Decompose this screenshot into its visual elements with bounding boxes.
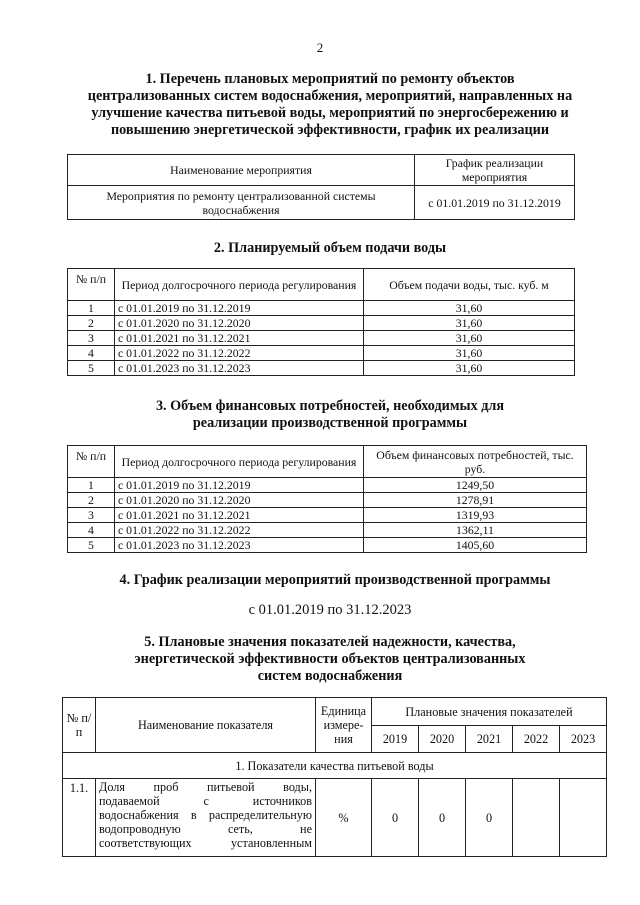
row-num: 4 (68, 523, 115, 538)
section2-title: 2. Планируемый объем подачи воды (213, 240, 447, 256)
row-volume: 31,60 (364, 316, 575, 331)
table-header-row (63, 698, 607, 726)
section4-period: с 01.01.2019 по 31.12.2023 (248, 602, 412, 618)
row-volume: 31,60 (364, 346, 575, 361)
row-num: 1 (68, 478, 115, 493)
header-year: 2020 (419, 726, 466, 753)
table-header-row (68, 446, 587, 478)
header-unit: Единица измере-ния (316, 698, 372, 753)
table-row (68, 301, 575, 316)
row-financial: 1405,60 (364, 538, 587, 553)
activity-schedule: с 01.01.2019 по 31.12.2019 (415, 186, 575, 220)
row-financial: 1362,11 (364, 523, 587, 538)
row-volume: 31,60 (364, 331, 575, 346)
header-indicator-name: Наименование показателя (96, 698, 316, 753)
table-row (68, 361, 575, 376)
table-row (68, 508, 587, 523)
row-period: с 01.01.2023 по 31.12.2023 (115, 361, 364, 376)
header-year: 2021 (466, 726, 513, 753)
indicator-name-line: водопроводную сеть, не (99, 822, 312, 836)
row-period: с 01.01.2020 по 31.12.2020 (115, 493, 364, 508)
row-financial: 1249,50 (364, 478, 587, 493)
row-num: 5 (68, 538, 115, 553)
water-supply-table (67, 268, 575, 376)
indicator-name-line: Доля проб питьевой воды, (99, 780, 312, 794)
financial-needs-table (67, 445, 587, 553)
row-value (513, 779, 560, 857)
section1-title (60, 71, 600, 139)
section5-title (60, 634, 600, 685)
row-indicator-name (96, 779, 316, 857)
row-value: 0 (419, 779, 466, 857)
header-num: № п/п (68, 269, 115, 301)
activity-name: Мероприятия по ремонту централизованной системы водоснабжения (68, 186, 415, 220)
section3-title (60, 398, 600, 432)
row-num: 1.1. (63, 779, 96, 857)
activities-table (67, 154, 575, 220)
section3-title-line: реализации производственной программы (192, 415, 468, 431)
header-activity-name: Наименование мероприятия (68, 155, 415, 186)
row-num: 2 (68, 493, 115, 508)
header-num: № п/п (63, 698, 96, 753)
header-period: Период долгосрочного периода регулирования (115, 446, 364, 478)
section1-title-line: повышению энергетической эффективности, график их реализации (111, 122, 549, 138)
header-planned-values: Плановые значения показателей (372, 698, 607, 726)
row-period: с 01.01.2022 по 31.12.2022 (115, 346, 364, 361)
section4-title: 4. График реализации мероприятий производственной программы (119, 572, 551, 588)
header-period: Период долгосрочного периода регулирования (115, 269, 364, 301)
table-row (68, 331, 575, 346)
table-header-row (68, 155, 575, 186)
header-volume: Объем подачи воды, тыс. куб. м (364, 269, 575, 301)
table-row (68, 346, 575, 361)
header-year: 2023 (560, 726, 607, 753)
section1-title-line: улучшение качества питьевой воды, мероприятий по энергосбережению и (91, 105, 569, 121)
row-value (560, 779, 607, 857)
row-num: 4 (68, 346, 115, 361)
row-period: с 01.01.2019 по 31.12.2019 (115, 478, 364, 493)
page-number: 2 (316, 40, 324, 55)
row-period: с 01.01.2023 по 31.12.2023 (115, 538, 364, 553)
row-volume: 31,60 (364, 301, 575, 316)
table-row (68, 186, 575, 220)
row-num: 1 (68, 301, 115, 316)
row-financial: 1278,91 (364, 493, 587, 508)
row-value: 0 (372, 779, 419, 857)
row-financial: 1319,93 (364, 508, 587, 523)
row-period: с 01.01.2020 по 31.12.2020 (115, 316, 364, 331)
row-num: 3 (68, 508, 115, 523)
table-row (68, 538, 587, 553)
row-value: 0 (466, 779, 513, 857)
section5-title-line: систем водоснабжения (257, 668, 403, 684)
row-num: 5 (68, 361, 115, 376)
section3-title-line: 3. Объем финансовых потребностей, необходимых для (155, 398, 505, 414)
group-title: 1. Показатели качества питьевой воды (63, 753, 607, 779)
row-unit: % (316, 779, 372, 857)
section5-title-line: энергетической эффективности объектов централизованных (134, 651, 526, 667)
table-row (63, 779, 607, 857)
table-header-row (68, 269, 575, 301)
table-row (68, 478, 587, 493)
indicator-name-line: соответствующих установленным (99, 836, 312, 850)
row-volume: 31,60 (364, 361, 575, 376)
indicator-name-line: подаваемой с источников (99, 794, 312, 808)
section5-title-line: 5. Плановые значения показателей надежности, качества, (144, 634, 516, 650)
row-period: с 01.01.2021 по 31.12.2021 (115, 331, 364, 346)
section1-title-line: централизованных систем водоснабжения, мероприятий, направленных на (87, 88, 573, 104)
table-row (68, 523, 587, 538)
header-schedule: График реализации мероприятия (415, 155, 575, 186)
row-period: с 01.01.2021 по 31.12.2021 (115, 508, 364, 523)
section1-title-line: 1. Перечень плановых мероприятий по ремонту объектов (145, 71, 515, 87)
row-period: с 01.01.2019 по 31.12.2019 (115, 301, 364, 316)
row-num: 3 (68, 331, 115, 346)
table-row (68, 316, 575, 331)
table-row (68, 493, 587, 508)
row-num: 2 (68, 316, 115, 331)
header-year: 2019 (372, 726, 419, 753)
indicators-table (62, 697, 607, 857)
header-year: 2022 (513, 726, 560, 753)
indicator-name-line: водоснабжения в распределительную (99, 808, 312, 822)
header-financial: Объем финансовых потребностей, тыс. руб. (364, 446, 587, 478)
group-row (63, 753, 607, 779)
row-period: с 01.01.2022 по 31.12.2022 (115, 523, 364, 538)
header-num: № п/п (68, 446, 115, 478)
